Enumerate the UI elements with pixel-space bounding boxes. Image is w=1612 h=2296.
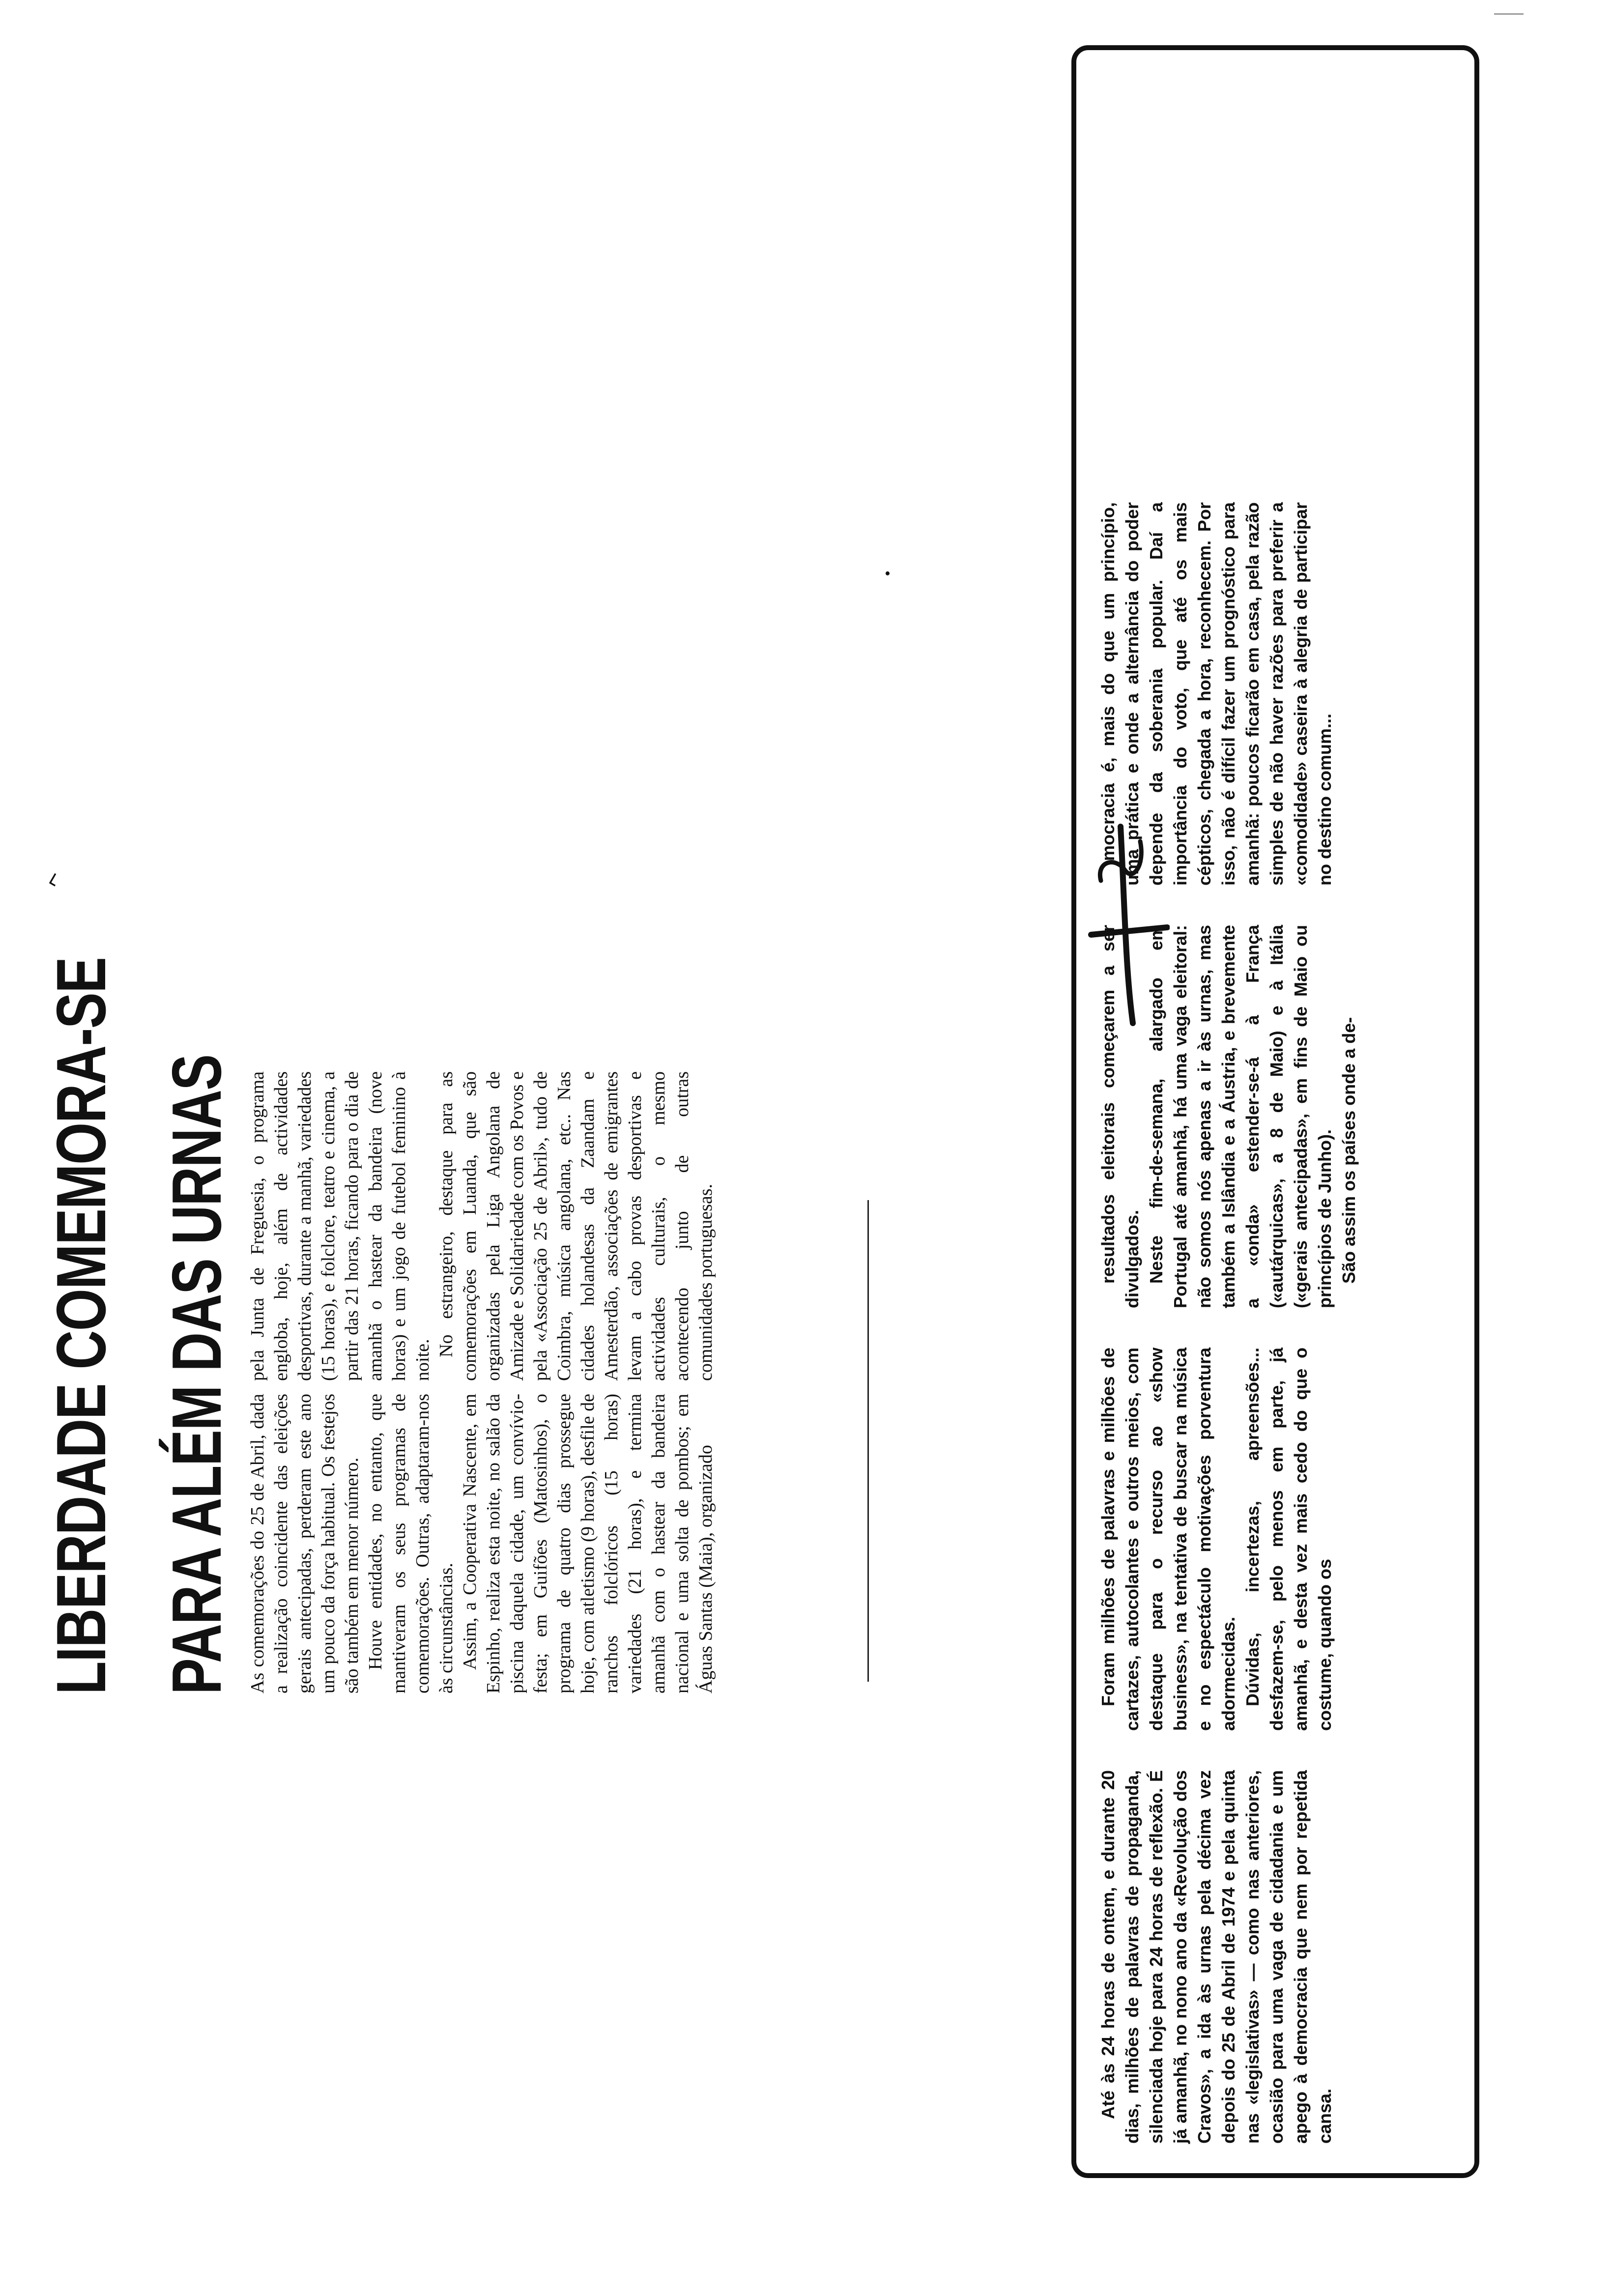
- article-column-2: [246, 1071, 718, 1381]
- headline-line-1: LIBERDADE COMEMORA-SE: [42, 957, 120, 1694]
- box-column-1: [1096, 1770, 1337, 2144]
- article-paragraph: As comemorações do 25 de Abril, dada a realização coincidente das eleições gerais antecipadas, perderam este ano um pouco da força habitual. Os festejos são também em menor número.: [247, 1394, 362, 1693]
- box-paragraph: Foram milhões de palavras e milhões de cartazes, autocolantes e outros meios, com destaque para o recurso ao «show business», na tentativa de buscar na música e no espectáculo motivações porventura adormecidas.: [1098, 1348, 1238, 1731]
- box-paragraph: Até às 24 horas de ontem, e durante 20 dias, milhões de palavras de propaganda, silenciada hoje para 24 horas de reflexão. É já amanhã, no nono ano da «Revolução dos Cravos», a ida às urnas pela décima vez depois do 25 de Abril de 1974 e pela quinta nas «legislativas» — como nas anteriores, ocasião para uma vaga de cidadania e um apego à democracia que nem por repetida cansa.: [1098, 1770, 1335, 2144]
- scan-speck-icon: ⌐: [38, 866, 68, 891]
- scan-speck-icon: •: [880, 571, 896, 576]
- article-paragraph: pela Junta de Freguesia, o programa engloba, hoje, além de actividades desportivas, durante a manhã, variedades (15 horas), e folclore, teatro e cinema, a partir das 21 horas, ficando para o dia de amanhã o hastear da bandeira (nove horas) e um jogo de futebol feminino à noite.: [247, 1071, 433, 1381]
- box-paragraph: mocracia é, mais do que um princípio, uma prática e onde a alternância do poder depende da soberania popular. Daí a importância do voto, que até os mais cépticos, chegada a hora, reconhecem. Por isso, não é difícil fazer um prognóstico para amanhã: poucos ficarão em casa, pela razão simples de não haver razões para preferir a «comodidade» caseira à alegria de participar no destino comum...: [1098, 502, 1335, 886]
- headline-line-2: PARA ALÉM DAS URNAS: [158, 1055, 236, 1694]
- box-paragraph: São assim os países onde a de-: [1339, 1017, 1359, 1284]
- article-paragraph: No estrangeiro, destaque para as comemorações em Luanda, que são organizadas pela Liga Angolana de Amizade e Solidariedade com os Povos e pela «Associação 25 de Abril», tudo de Coimbra, música angolana, etc.. Nas cidades holandesas da Zaandam e Amesterdão, associações de emigrantes levam a cabo provas desportivas e actividades culturais, o mesmo acontecendo junto de outras comunidades portuguesas.: [436, 1071, 716, 1381]
- box-paragraph: Neste fim-de-semana, alargado em Portugal até amanhã, há uma vaga eleitoral: não somos nós apenas a ir às urnas, mas também a Islândia e a Áustria, e brevemente a «onda» estender-se-á à França («autárquicas», a 8 de Maio) e à Itália («gerais antecipadas», em fins de Maio ou princípios de Junho).: [1146, 925, 1335, 1308]
- article-paragraph: Assim, a Cooperativa Nascente, em Espinho, realiza esta noite, no salão da piscina daquela cidade, um convívio-festa; em Guifões (Matosinhos), o programa de quatro dias prossegue hoje, com atletismo (9 horas), desfile de ranchos folclóricos (15 horas) variedades (21 horas), e termina amanhã com o hastear da bandeira nacional e uma solta de pombos; em Águas Santas (Maia), organizado: [460, 1394, 716, 1693]
- box-paragraph: resultados eleitorais começarem a ser divulgados.: [1098, 925, 1142, 1308]
- scan-edge-mark: [1494, 1, 1524, 15]
- column-end-rule: [867, 1200, 869, 1682]
- box-column-2: [1096, 1348, 1337, 1731]
- box-paragraph: Dúvidas, incertezas, apreensões... desfazem-se, pelo menos em parte, já amanhã, e desta vez mais cedo do que o costume, quando os: [1242, 1348, 1335, 1731]
- article-paragraph: Houve entidades, no entanto, que mantiveram os seus programas de comemorações. Outras, adaptaram-nos às circunstâncias.: [365, 1394, 457, 1693]
- handwritten-margin-mark-icon: [1086, 822, 1170, 1028]
- article-column-1: [246, 1394, 718, 1693]
